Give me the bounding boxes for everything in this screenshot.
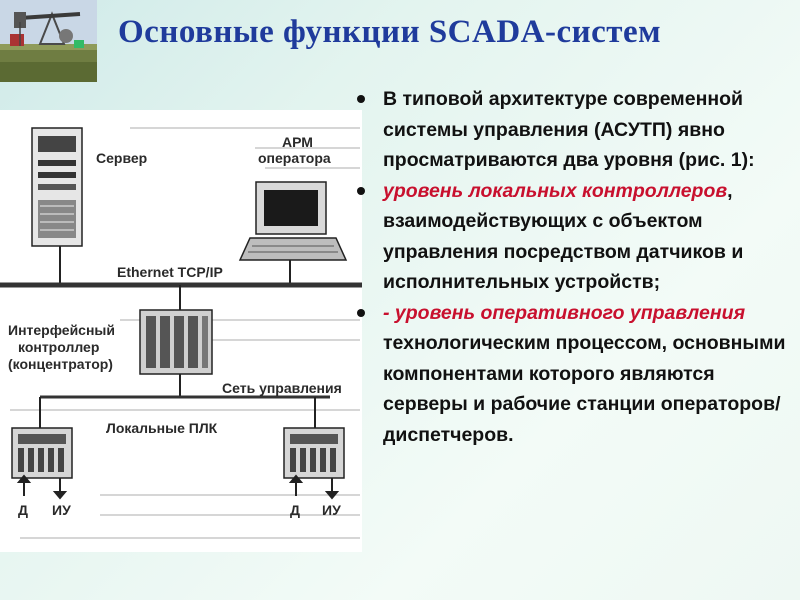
sensor-right-label: Д	[290, 502, 300, 518]
plc-right-icon	[284, 428, 344, 478]
arm-label-line1: АРМ	[282, 134, 313, 150]
bullet-dot-icon	[357, 309, 365, 317]
architecture-diagram	[0, 110, 362, 552]
bullet-3-rest: технологическим процессом, основными компонентами которого являются серверы и рабочие станции операторов/диспетчеров.	[383, 332, 786, 446]
interface-controller-label-line3: (концентратор)	[8, 356, 113, 372]
oil-pumpjack-photo	[0, 0, 97, 82]
bullet-2-highlight: уровень локальных контроллеров	[383, 179, 728, 202]
server-tower-icon	[32, 128, 82, 246]
plc-left-icon	[12, 428, 72, 478]
bullet-item-2	[355, 176, 795, 298]
local-plc-label: Локальные ПЛК	[106, 420, 218, 436]
sensor-left-label: Д	[18, 502, 28, 518]
bullet-item-1	[355, 84, 795, 176]
bullet-dot-icon	[357, 95, 365, 103]
interface-controller-icon	[140, 310, 212, 374]
bullet-list	[355, 84, 795, 450]
ethernet-label: Ethernet TCP/IP	[117, 264, 223, 280]
interface-controller-label-line1: Интерфейсный	[8, 322, 115, 338]
arm-label-line2: оператора	[258, 150, 331, 166]
operator-workstation-icon	[240, 182, 346, 260]
actuator-right-label: ИУ	[322, 502, 341, 518]
server-label: Сервер	[96, 150, 148, 166]
interface-controller-label-line2: контроллер	[18, 339, 100, 355]
slide-title: Основные функции SCADA-систем	[118, 14, 662, 50]
bullet-3-prefix: -	[383, 301, 395, 324]
bullet-text-1: В типовой архитектуре современной системы управления (АСУТП) явно просматриваются два уровня (рис. 1):	[383, 88, 755, 171]
bullet-3-highlight: уровень оперативного управления	[394, 301, 746, 324]
bullet-item-3	[355, 298, 795, 451]
bullet-2-rest: , взаимодействующих с объектом управления посредством датчиков и исполнительных устройств;	[383, 179, 744, 293]
bullet-dot-icon	[357, 187, 365, 195]
control-network-label: Сеть управления	[222, 380, 342, 396]
actuator-left-label: ИУ	[52, 502, 71, 518]
